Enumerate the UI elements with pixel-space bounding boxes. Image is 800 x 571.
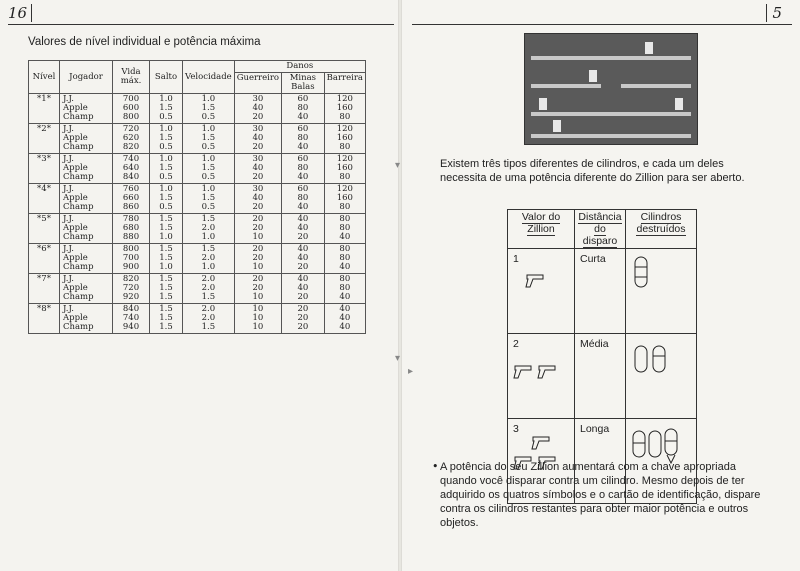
zillion-power-note: A potência do seu Zillion aumentará com a chave apropriada quando você disparar contra um cilindro. Mesmo depois de ter adquirido os quatros símbolos e o cartão de identificação, dispare contra os cilindros restantes para obter maior potência e outros objetos. bbox=[440, 461, 761, 529]
cylinder-row bbox=[508, 249, 697, 334]
level-cell: *3* bbox=[29, 154, 60, 184]
cylinders-cell bbox=[626, 334, 697, 419]
level-row bbox=[29, 184, 366, 214]
cylinder-icon bbox=[631, 338, 691, 378]
salto-cell: 1.5 1.5 1.0 bbox=[150, 214, 183, 244]
col-header-distancia: Distância do disparo bbox=[575, 210, 626, 249]
players-cell: J.J. Apple Champ bbox=[60, 304, 113, 334]
level-cell: *7* bbox=[29, 274, 60, 304]
players-cell: J.J. Apple Champ bbox=[60, 214, 113, 244]
cylinders-cell bbox=[626, 249, 697, 334]
level-cell: *4* bbox=[29, 184, 60, 214]
gun-icon bbox=[513, 350, 569, 386]
platform bbox=[621, 84, 691, 88]
minas-cell: 40 40 20 bbox=[282, 214, 325, 244]
vida-cell: 800 700 900 bbox=[113, 244, 150, 274]
binding-mark: ▾ bbox=[395, 353, 401, 364]
right-page-number: 5 bbox=[766, 4, 782, 22]
minas-cell: 40 40 20 bbox=[282, 244, 325, 274]
salto-cell: 1.0 1.5 0.5 bbox=[150, 124, 183, 154]
binding-mark: ▾ bbox=[395, 160, 401, 171]
col-header-salto: Salto bbox=[150, 61, 183, 94]
col-header-vida: Vida máx. bbox=[113, 61, 150, 94]
level-row bbox=[29, 94, 366, 124]
guerreiro-cell: 10 10 10 bbox=[234, 304, 281, 334]
barreira-cell: 80 80 40 bbox=[324, 274, 365, 304]
level-cell: *6* bbox=[29, 244, 60, 274]
col-header-velocidade: Velocidade bbox=[183, 61, 235, 94]
players-cell: J.J. Apple Champ bbox=[60, 244, 113, 274]
guerreiro-cell: 20 20 10 bbox=[234, 214, 281, 244]
cylinder-intro-paragraph: Existem três tipos diferentes de cilindros, e cada um deles necessita de uma potência diferente do Zillion para ser aberto. bbox=[440, 158, 745, 184]
game-screenshot bbox=[524, 33, 698, 145]
col-header-nivel: Nível bbox=[29, 61, 60, 94]
vida-cell: 820 720 920 bbox=[113, 274, 150, 304]
platform bbox=[531, 56, 691, 60]
col-header-guerreiro: Guerreiro bbox=[234, 73, 281, 94]
barreira-cell: 120 160 80 bbox=[324, 94, 365, 124]
right-header-rule bbox=[412, 24, 792, 25]
level-cell: *5* bbox=[29, 214, 60, 244]
guerreiro-cell: 30 40 20 bbox=[234, 94, 281, 124]
guerreiro-cell: 30 40 20 bbox=[234, 124, 281, 154]
zillion-value-cell: 3 bbox=[508, 419, 575, 504]
salto-cell: 1.5 1.5 1.5 bbox=[150, 274, 183, 304]
col-header-valor: Valor do Zillion bbox=[508, 210, 575, 249]
minas-cell: 20 20 20 bbox=[282, 304, 325, 334]
col-header-minas: Minas Balas bbox=[282, 73, 325, 94]
level-row bbox=[29, 154, 366, 184]
guerreiro-cell: 20 20 10 bbox=[234, 274, 281, 304]
level-cell: *8* bbox=[29, 304, 60, 334]
col-header-jogador: Jogador bbox=[60, 61, 113, 94]
cylinder-row bbox=[508, 334, 697, 419]
gun-icon bbox=[513, 265, 553, 295]
player-figure bbox=[589, 70, 597, 82]
enemy-figure bbox=[645, 42, 653, 54]
salto-cell: 1.0 1.5 0.5 bbox=[150, 184, 183, 214]
vel-cell: 1.0 1.5 0.5 bbox=[183, 184, 235, 214]
vel-cell: 1.0 1.5 0.5 bbox=[183, 124, 235, 154]
players-cell: J.J. Apple Champ bbox=[60, 154, 113, 184]
vel-cell: 1.5 2.0 1.0 bbox=[183, 244, 235, 274]
col-header-danos: Danos bbox=[234, 61, 365, 73]
table-title: Valores de nível individual e potência máxima bbox=[28, 36, 261, 48]
barreira-cell: 120 160 80 bbox=[324, 154, 365, 184]
vel-cell: 1.0 1.5 0.5 bbox=[183, 154, 235, 184]
players-cell: J.J. Apple Champ bbox=[60, 94, 113, 124]
bullet-icon: • bbox=[432, 460, 439, 473]
barreira-cell: 80 80 40 bbox=[324, 244, 365, 274]
vida-cell: 780 680 880 bbox=[113, 214, 150, 244]
minas-cell: 60 80 40 bbox=[282, 154, 325, 184]
cylinder-icon bbox=[631, 253, 691, 293]
level-row bbox=[29, 304, 366, 334]
enemy-figure bbox=[553, 120, 561, 132]
platform bbox=[531, 134, 691, 138]
vida-cell: 720 620 820 bbox=[113, 124, 150, 154]
enemy-figure bbox=[675, 98, 683, 110]
guerreiro-cell: 20 20 10 bbox=[234, 244, 281, 274]
minas-cell: 60 80 40 bbox=[282, 94, 325, 124]
zillion-value-cell: 2 bbox=[508, 334, 575, 419]
salto-cell: 1.5 1.5 1.5 bbox=[150, 304, 183, 334]
minas-cell: 60 80 40 bbox=[282, 124, 325, 154]
level-stats-table bbox=[28, 60, 366, 334]
level-cell: *2* bbox=[29, 124, 60, 154]
salto-cell: 1.0 1.5 0.5 bbox=[150, 94, 183, 124]
enemy-figure bbox=[539, 98, 547, 110]
distance-cell: Média bbox=[575, 334, 626, 419]
vel-cell: 2.0 2.0 1.5 bbox=[183, 304, 235, 334]
minas-cell: 60 80 40 bbox=[282, 184, 325, 214]
salto-cell: 1.5 1.5 1.0 bbox=[150, 244, 183, 274]
platform bbox=[531, 112, 691, 116]
level-row bbox=[29, 244, 366, 274]
zillion-value-cell: 1 bbox=[508, 249, 575, 334]
vida-cell: 700 600 800 bbox=[113, 94, 150, 124]
left-page-number: 16 bbox=[8, 4, 32, 22]
minas-cell: 40 40 20 bbox=[282, 274, 325, 304]
vel-cell: 2.0 2.0 1.5 bbox=[183, 274, 235, 304]
left-header-rule bbox=[8, 24, 394, 25]
binding-mark: ▸ bbox=[408, 366, 414, 377]
distance-cell: Longa bbox=[575, 419, 626, 504]
col-header-barreira: Barreira bbox=[324, 73, 365, 94]
vida-cell: 840 740 940 bbox=[113, 304, 150, 334]
players-cell: J.J. Apple Champ bbox=[60, 274, 113, 304]
barreira-cell: 120 160 80 bbox=[324, 184, 365, 214]
vida-cell: 740 640 840 bbox=[113, 154, 150, 184]
level-row bbox=[29, 274, 366, 304]
barreira-cell: 120 160 80 bbox=[324, 124, 365, 154]
barreira-cell: 80 80 40 bbox=[324, 214, 365, 244]
vel-cell: 1.0 1.5 0.5 bbox=[183, 94, 235, 124]
col-header-cilindros: Cilindros destruídos bbox=[626, 210, 697, 249]
salto-cell: 1.0 1.5 0.5 bbox=[150, 154, 183, 184]
platform bbox=[531, 84, 601, 88]
vida-cell: 760 660 860 bbox=[113, 184, 150, 214]
players-cell: J.J. Apple Champ bbox=[60, 124, 113, 154]
guerreiro-cell: 30 40 20 bbox=[234, 154, 281, 184]
level-row bbox=[29, 124, 366, 154]
distance-cell: Curta bbox=[575, 249, 626, 334]
vel-cell: 1.5 2.0 1.0 bbox=[183, 214, 235, 244]
guerreiro-cell: 30 40 20 bbox=[234, 184, 281, 214]
level-cell: *1* bbox=[29, 94, 60, 124]
players-cell: J.J. Apple Champ bbox=[60, 184, 113, 214]
book-spine bbox=[398, 0, 402, 571]
level-row bbox=[29, 214, 366, 244]
barreira-cell: 40 40 40 bbox=[324, 304, 365, 334]
